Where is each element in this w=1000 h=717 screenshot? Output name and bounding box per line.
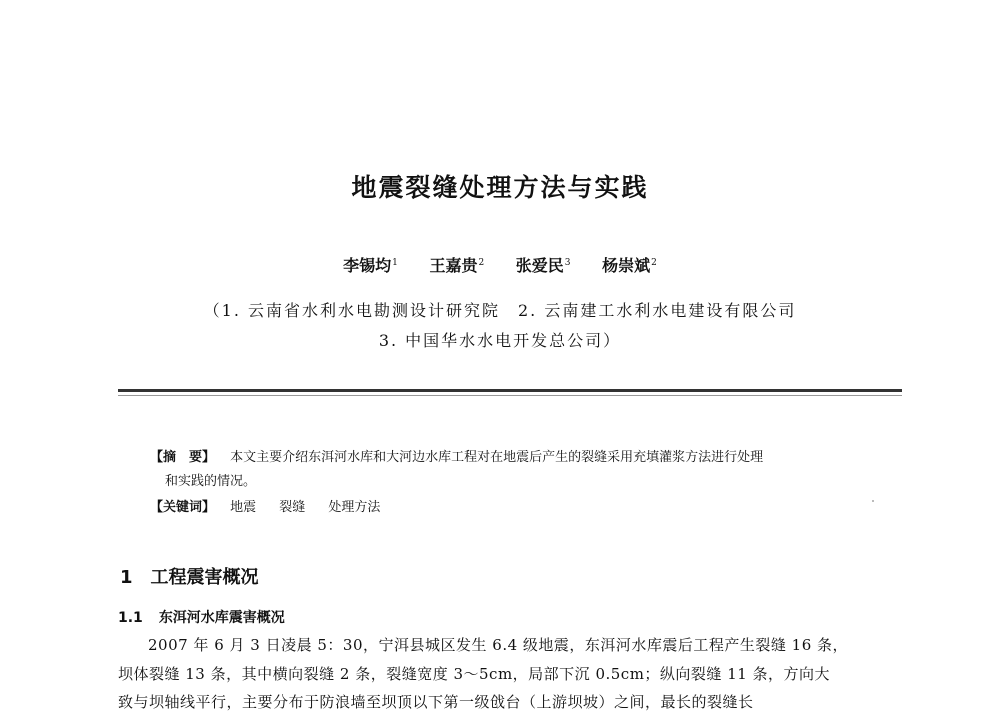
section-number: 1: [120, 567, 133, 588]
author-1: 李锡均$^1$: [343, 256, 398, 275]
keyword-item: 地震: [230, 500, 257, 515]
abstract-label: 【摘 要】: [150, 450, 216, 465]
subsection-number: 1.1: [118, 610, 143, 626]
abstract-text-line-1: 本文主要介绍东洱河水库和大河边水库工程对在地震后产生的裂缝采用充填灌浆方法进行处理: [230, 450, 764, 465]
subsection-title: 东洱河水库震害概况: [158, 610, 285, 626]
body-line-1: 2007 年 6 月 3 日凌晨 5：30，宁洱县城区发生 6.4 级地震，东洱河水库震后工程产生裂缝 16 条，: [148, 636, 849, 654]
author-list: [0, 253, 1000, 276]
keyword-item: 处理方法: [328, 500, 381, 515]
abstract-text-line-2: 和实践的情况。: [165, 474, 257, 489]
divider-thin: [118, 395, 902, 396]
author-3: 张爱民$^3$: [515, 256, 571, 275]
author-4: 杨崇斌$^2$: [602, 256, 657, 275]
keywords-block: [150, 496, 398, 515]
abstract-block: [150, 446, 763, 465]
keyword-item: 裂缝: [279, 500, 306, 515]
body-line-3: 致与坝轴线平行，主要分布于防浪墙至坝顶以下第一级戗台（上游坝坡）之间，最长的裂缝长: [118, 693, 754, 711]
scan-speck: [872, 500, 874, 502]
body-line-2: 坝体裂缝 13 条，其中横向裂缝 2 条，裂缝宽度 3～5cm，局部下沉 0.5cm；纵向裂缝 11 条，方向大: [118, 665, 831, 683]
affiliation-line-2: 3. 中国华水水电开发总公司）: [378, 331, 622, 350]
section-heading-1: [120, 563, 259, 589]
section-title: 工程震害概况: [150, 567, 259, 588]
divider-thick: [118, 389, 902, 392]
author-2: 王嘉贵$^2$: [429, 256, 485, 275]
paper-title: 地震裂缝处理方法与实践: [351, 173, 649, 202]
subsection-heading-1-1: [118, 607, 285, 627]
affiliation-line-1: （1. 云南省水利水电勘测设计研究院 2. 云南建工水利水电建设有限公司: [203, 301, 797, 320]
keywords-label: 【关键词】: [150, 500, 216, 515]
